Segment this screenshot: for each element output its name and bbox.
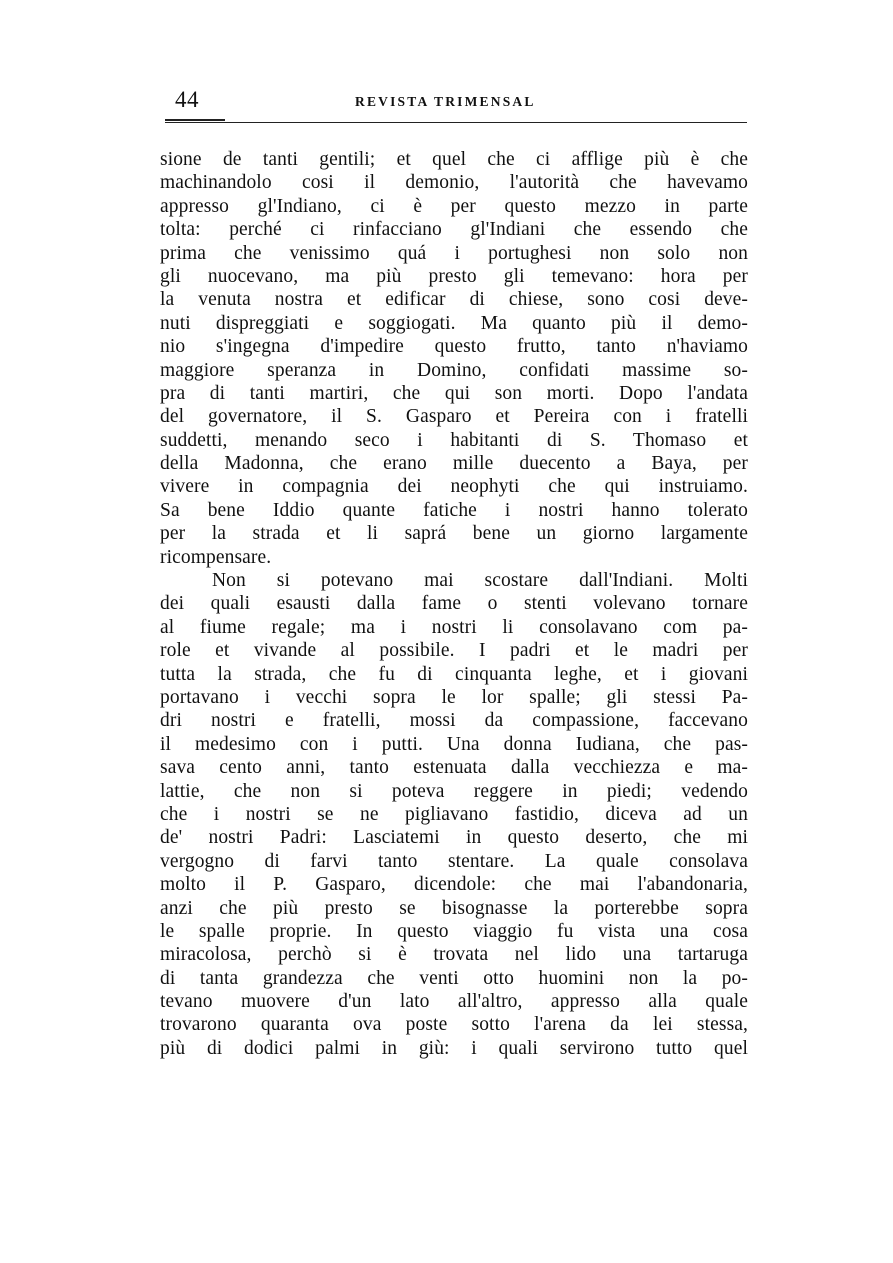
page-number: 44 <box>175 87 199 112</box>
text-line: più di dodici palmi in giù: i quali servirono tutto quel <box>160 1037 748 1059</box>
text-line: che i nostri se ne pigliavano fastidio, diceva ad un <box>160 803 748 825</box>
text-line: prima che venissimo quá i portughesi non solo non <box>160 242 748 264</box>
text-line: machinandolo cosi il demonio, l'autorità che havevamo <box>160 172 748 194</box>
text-line: maggiore speranza in Domino, confidati massime so- <box>160 359 748 381</box>
text-line: anzi che più presto se bisognasse la porterebbe sopra <box>160 897 748 919</box>
journal-title: REVISTA TRIMENSAL <box>355 94 536 109</box>
text-line: del governatore, il S. Gasparo et Pereira con i fratelli <box>160 406 748 428</box>
text-line: trovarono quaranta ova poste sotto l'arena da lei stessa, <box>160 1014 748 1036</box>
text-line: il medesimo con i putti. Una donna Iudiana, che pas- <box>160 733 748 755</box>
text-line: portavano i vecchi sopra le lor spalle; gli stessi Pa- <box>160 686 748 708</box>
text-line-paragraph-end: ricompensare. <box>160 546 272 568</box>
text-line: Sa bene Iddio quante fatiche i nostri hanno tolerato <box>160 499 748 521</box>
header-rule <box>165 122 747 123</box>
text-line: sava cento anni, tanto estenuata dalla vecchiezza e ma- <box>160 757 748 779</box>
text-line: le spalle proprie. In questo viaggio fu vista una cosa <box>160 920 748 942</box>
text-line: nio s'ingegna d'impedire questo frutto, tanto n'haviamo <box>160 336 748 358</box>
text-line: dri nostri e fratelli, mossi da compassione, faccevano <box>160 710 748 732</box>
text-line: tevano muovere d'un lato all'altro, appresso alla quale <box>160 991 748 1013</box>
text-line: nuti dispreggiati e soggiogati. Ma quanto più il demo- <box>160 312 748 334</box>
text-line: molto il P. Gasparo, dicendole: che mai l'abandonaria, <box>160 874 748 896</box>
text-line: role et vivande al possibile. I padri et le madri per <box>160 640 748 662</box>
text-line: appresso gl'Indiano, ci è per questo mezzo in parte <box>160 195 748 217</box>
text-line: sione de tanti gentili; et quel che ci afflige più è che <box>160 149 748 170</box>
text-line: la venuta nostra et edificar di chiese, sono cosi deve- <box>160 289 748 311</box>
text-line-paragraph-start: Non si potevano mai scostare dall'Indiani. Molti <box>212 570 748 592</box>
text-line: dei quali esausti dalla fame o stenti volevano tornare <box>160 593 748 615</box>
text-line: miracolosa, perchò si è trovata nel lido una tartaruga <box>160 944 748 966</box>
text-line: al fiume regale; ma i nostri li consolavano com pa- <box>160 616 748 638</box>
text-line: di tanta grandezza che venti otto huomini non la po- <box>160 967 748 989</box>
body-text <box>160 148 748 1060</box>
text-line: vivere in compagnia dei neophyti che qui instruiamo. <box>160 476 748 498</box>
text-line: gli nuocevano, ma più presto gli temevano: hora per <box>160 265 748 287</box>
header-rule-accent <box>165 119 225 121</box>
text-line: de' nostri Padri: Lasciatemi in questo deserto, che mi <box>160 827 748 849</box>
text-line: pra di tanti martiri, che qui son morti. Dopo l'andata <box>160 382 748 404</box>
text-line: della Madonna, che erano mille duecento a Baya, per <box>160 453 748 475</box>
text-line: per la strada et li saprá bene un giorno largamente <box>160 523 748 545</box>
running-head <box>165 86 747 126</box>
text-line: tutta la strada, che fu di cinquanta leghe, et i giovani <box>160 663 748 685</box>
text-line: vergogno di farvi tanto stentare. La quale consolava <box>160 850 748 872</box>
text-line: tolta: perché ci rinfacciano gl'Indiani che essendo che <box>160 219 748 241</box>
text-line: suddetti, menando seco i habitanti di S. Thomaso et <box>160 429 748 451</box>
text-line: lattie, che non si poteva reggere in piedi; vedendo <box>160 780 748 802</box>
